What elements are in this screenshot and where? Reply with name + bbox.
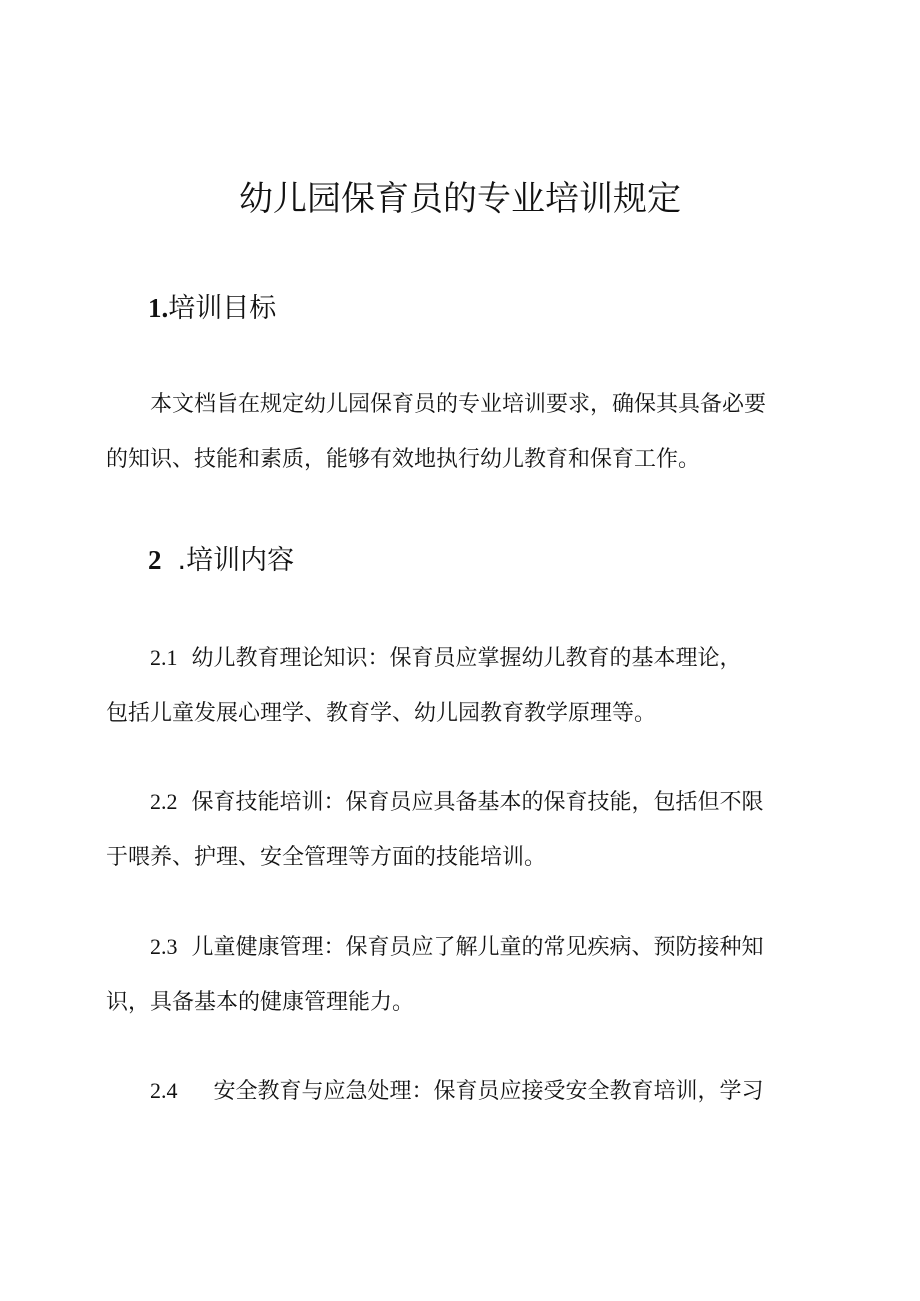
paragraph-line: 本文档旨在规定幼儿园保育员的专业培训要求，确保其具备必要 (150, 392, 767, 417)
item-text-continued: 于喂养、护理、安全管理等方面的技能培训。 (106, 845, 547, 870)
item-2-3 (106, 919, 806, 1030)
item-text: 幼儿教育理论知识：保育员应掌握幼儿教育的基本理论， (191, 646, 742, 671)
item-text-continued: 识，具备基本的健康管理能力。 (106, 990, 415, 1015)
item-2-4 (106, 1063, 806, 1119)
paragraph-line: 的知识、技能和素质，能够有效地执行幼儿教育和保育工作。 (106, 447, 701, 472)
section-1-paragraph (106, 377, 806, 487)
item-text: 保育技能培训：保育员应具备基本的保育技能，包括但不限 (191, 790, 764, 815)
section-1-title: 培训目标 (168, 293, 277, 324)
section-2-heading (148, 542, 294, 579)
item-number: 2.4 (150, 1078, 178, 1103)
section-2-title: .培训内容 (177, 545, 295, 576)
item-2-2 (106, 774, 806, 885)
item-text: 儿童健康管理：保育员应了解儿童的常见疾病、预防接种知 (191, 935, 764, 960)
page-title: 幼儿园保育员的专业培训规定 (239, 179, 681, 219)
item-number: 2.2 (150, 789, 178, 814)
section-1-number: 1. (148, 293, 169, 323)
item-text-continued: 包括儿童发展心理学、教育学、幼儿园教育教学原理等。 (106, 701, 657, 726)
item-text: 安全教育与应急处理：保育员应接受安全教育培训，学习 (213, 1079, 764, 1104)
section-1-heading (148, 290, 276, 327)
item-2-1 (106, 630, 806, 741)
item-number: 2.1 (150, 645, 178, 670)
section-2-number: 2 (148, 545, 162, 575)
item-number: 2.3 (150, 934, 178, 959)
